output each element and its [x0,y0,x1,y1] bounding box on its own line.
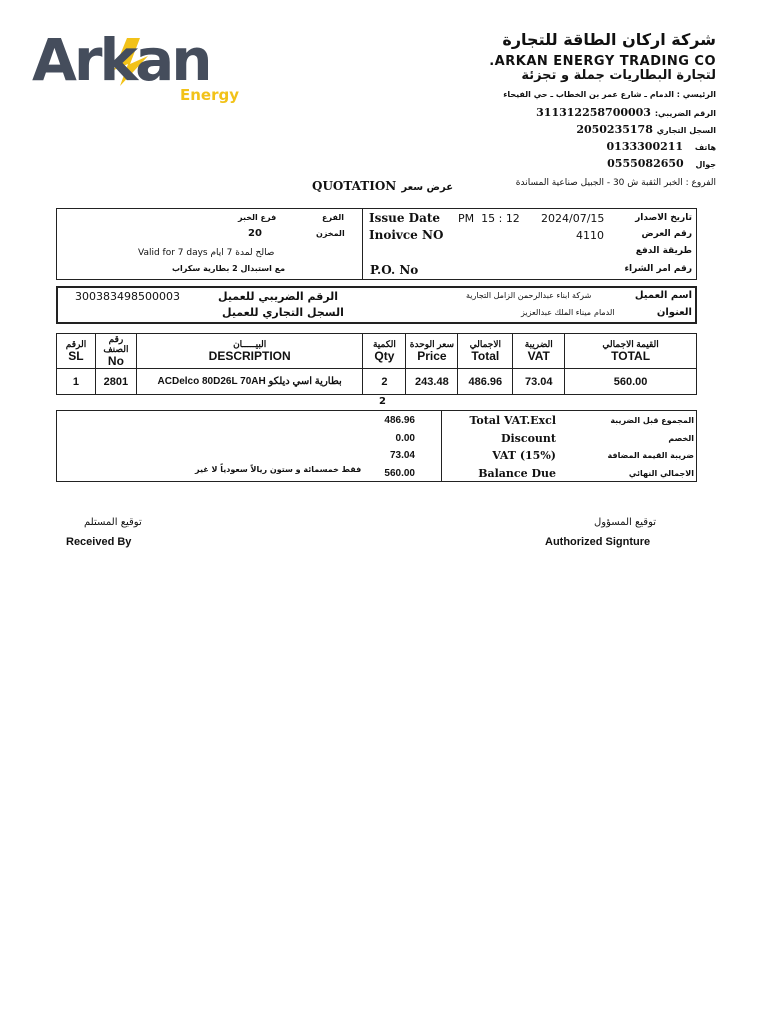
company-tax-row [536,106,716,119]
totals-values [355,412,415,482]
cell-qty: 2 [363,369,406,395]
col-header-sl: الرقم SL [57,334,96,369]
table-row [57,369,697,395]
doc-title-en: QUOTATION [312,179,397,193]
issue-date-label: Issue Date [369,211,441,225]
po-no-label-ar: رقم امر الشراء [624,264,692,274]
company-cr-row [576,123,716,136]
customer-tax-value: 300383498500003 [75,290,180,303]
total-excl-label: Total VAT.Excl [469,414,556,427]
customer-name-value: شركة ابناء عبدالرحمن الزامل التجارية [466,291,592,300]
cell-vat: 73.04 [513,369,565,395]
store-value: 20 [248,228,262,239]
payment-method-label: طريقة الدفع [635,246,692,256]
discount-label-ar: الخصم [668,433,694,443]
company-phone-row [607,140,716,153]
po-no-label: P.O. No [370,263,419,277]
vat-value: 73.04 [389,450,415,461]
balance-due-value: 560.00 [384,467,415,479]
company-cr-value: 2050235178 [576,123,653,136]
company-mobile-row [607,157,716,170]
authorized-ar: توقيع المسؤول [594,517,657,528]
col-header-price: سعر الوحدة Price [406,334,458,369]
logo-main-text: Arkan [32,26,210,94]
invoice-no-label-ar: رقم العرض [641,229,692,239]
received-by-en: Received By [66,536,132,548]
company-cr-label: السجل التجاري [656,126,716,135]
balance-due-label: Balance Due [478,466,556,480]
invoice-no-label: Inoivce NO [369,228,444,242]
col-header-item-no: رقم الصنف No [95,334,136,369]
company-logo [32,28,247,108]
vat-label-ar: ضريبة القيمة المضافة [607,451,694,460]
exchange-note: مع استبدال 2 بطارية سكراب [172,264,286,273]
cell-total: 486.96 [458,369,513,395]
company-name-ar: شركة اركان الطاقة للتجارة [502,30,716,49]
store-label: المخزن [316,229,345,238]
cell-price: 243.48 [406,369,458,395]
items-table [56,333,697,395]
cell-description: بطارية اسي ديلكو ACDelco 80D26L 70AH [136,369,363,395]
invoice-no-value: 4110 [576,229,604,242]
company-name-en: .ARKAN ENERGY TRADING CO [489,54,716,69]
cell-grand-total: 560.00 [565,369,697,395]
balance-due-label-ar: الاجمالي النهائي [628,468,694,478]
amount-in-words: فقط خمسمائة و ستون ريالاً سعودياً لا غير [195,465,362,474]
vat-label: VAT (15%) [492,449,556,462]
discount-label: Discount [500,431,556,445]
col-header-total: الاجمالي Total [458,334,513,369]
total-excl-value: 486.96 [384,415,415,426]
customer-city: الدمام [594,308,615,317]
issue-date: 2024/07/15 [541,212,605,225]
company-tax-label: الرقم الضريبي: [654,109,716,118]
company-tax-value: 311312258700003 [536,106,651,119]
total-excl-label-ar: المجموع قبل الضريبة [610,416,694,425]
col-header-vat: الضريبة VAT [513,334,565,369]
item-count: 2 [379,396,386,407]
table-header-row [57,334,697,369]
company-address: الرئيسي : الدمام ـ شارع عمر بن الخطاب ـ حي الفيحاء [503,90,716,99]
customer-tax-label: الرقم الضريبي للعميل [218,290,339,303]
company-phone-label: هاتف [694,143,716,152]
col-header-grand-total: القيمة الاجمالي TOTAL [565,334,697,369]
branch-label: الفرع [322,213,344,222]
company-tagline: لتجارة البطاريات جملة و تجزئة [521,68,716,83]
customer-address-label: العنوان [656,307,692,318]
totals-divider [441,410,442,482]
info-divider [362,208,363,280]
doc-title [312,175,453,194]
totals-labels-ar [608,412,694,482]
received-by-ar: توقيع المستلم [84,517,142,528]
customer-address-value: ميناء الملك عبدالعزيز [521,308,592,317]
cell-sl: 1 [57,369,96,395]
authorized-en: Authorized Signture [545,536,651,548]
company-branches: الفروع : الخبر الثقبة ش 30 - الجبيل صناعية المساندة [515,178,716,188]
validity-note: صالح لمدة 7 ايام Valid for 7 days [138,248,275,258]
issue-time: PM 15 : 12 [458,212,520,225]
col-header-qty: الكمية Qty [363,334,406,369]
discount-value: 0.00 [395,432,415,444]
logo-sub-text: Energy [180,86,240,104]
company-mobile-label: جوال [695,160,716,169]
company-mobile-value: 0555082650 [607,157,684,170]
company-phone-value: 0133300211 [606,140,684,153]
branch-value: فرع الخبر [238,213,277,222]
customer-name-label: اسم العميل [634,290,692,301]
totals-labels-en [460,412,556,482]
doc-title-ar: عرض سعر [401,182,454,193]
issue-date-label-ar: تاريخ الاصدار [635,213,692,223]
col-header-description: البيـــــان DESCRIPTION [136,334,363,369]
customer-cr-label: السجل التجاري للعميل [222,306,344,319]
cell-item-no: 2801 [95,369,136,395]
